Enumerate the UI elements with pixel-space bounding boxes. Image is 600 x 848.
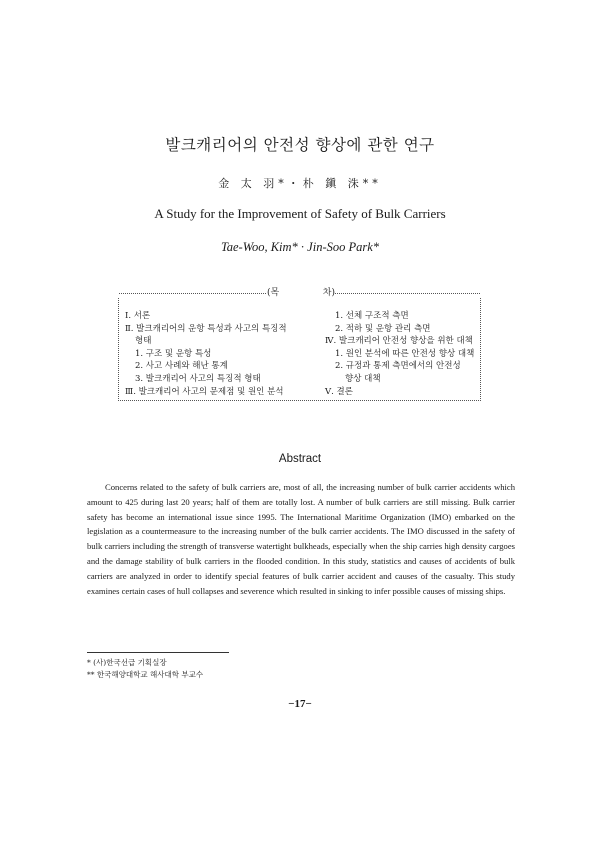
toc-item: 형태 [135,336,152,347]
toc-item: Ⅴ. 결론 [325,386,353,397]
toc-item: Ⅲ. 발크캐리어 사고의 문제점 및 원인 분석 [125,386,284,397]
toc-left-column [125,310,315,398]
korean-title: 발크캐리어의 안전성 향상에 관한 연구 [165,136,435,154]
toc-item: 1. 원인 분석에 따른 안전성 향상 대책 [335,348,475,359]
footnote-rule [87,652,229,653]
toc-heading-left: (목 [267,288,280,298]
toc-item: 3. 발크캐리어 사고의 특징적 형태 [135,373,261,384]
toc-heading [267,287,335,300]
toc-item: 향상 대책 [345,373,381,384]
toc-item: Ⅳ. 발크캐리어 안전성 향상을 위한 대책 [325,336,473,347]
toc-item: 1. 구조 및 운항 특성 [135,348,212,359]
toc-item: 1. 선체 구조적 측면 [335,311,409,321]
toc-item: 2. 적하 및 운항 관리 측면 [335,323,431,334]
toc-item: Ⅱ. 발크캐리어의 운항 특성과 사고의 특징적 [125,323,287,334]
toc-item: 2. 규정과 통제 측면에서의 안전성 [335,361,461,372]
toc-item: 2. 사고 사례와 해난 통계 [135,361,228,372]
english-title: A Study for the Improvement of Safety of Bulk Carriers [154,206,446,221]
abstract-body: Concerns related to the safety of bulk carriers are, most of all, the increasing number of bulk carrier accidents which amount to 425 during last 20 years; half of them are totally lost. A number of bulk carriers are still missing. Bulk carrier safety has become an international issue since 1995. The International Maritime Organization (IMO) embarked on the legislation as a countermeasure to the increasing number of the bulk carrier accidents. The IMO discussed in the safety of bulk carriers including the strength of transverse watertight bulkheads, especially when the ship carries high density cargoes and the damage stability of bulk carriers in the flooded condition. In this study, statistics and causes of accidents of bulk carriers are analyzed in order to identify special features of bulk carrier accident and causes of the casualty. This study examines certain cases of hull collapses and severence which resulted in sinking to infer possible causes of missing ships. [87,482,515,596]
toc-right-column [325,310,477,398]
footnote-2: ** 한국해양대학교 해사대학 부교수 [87,670,204,679]
footnotes [87,657,203,681]
footnote-1: * (사)한국선급 기획실장 [87,658,167,667]
english-authors: Tae-Woo, Kim* · Jin-Soo Park* [220,240,380,254]
page-number: −17− [288,698,312,710]
korean-authors: 金 太 羽*・朴 鎭 洙** [218,177,382,190]
abstract-heading: Abstract [278,453,322,465]
toc-item: Ⅰ. 서론 [125,311,151,321]
toc-heading-right: 차) [322,288,335,298]
table-of-contents [118,288,481,401]
